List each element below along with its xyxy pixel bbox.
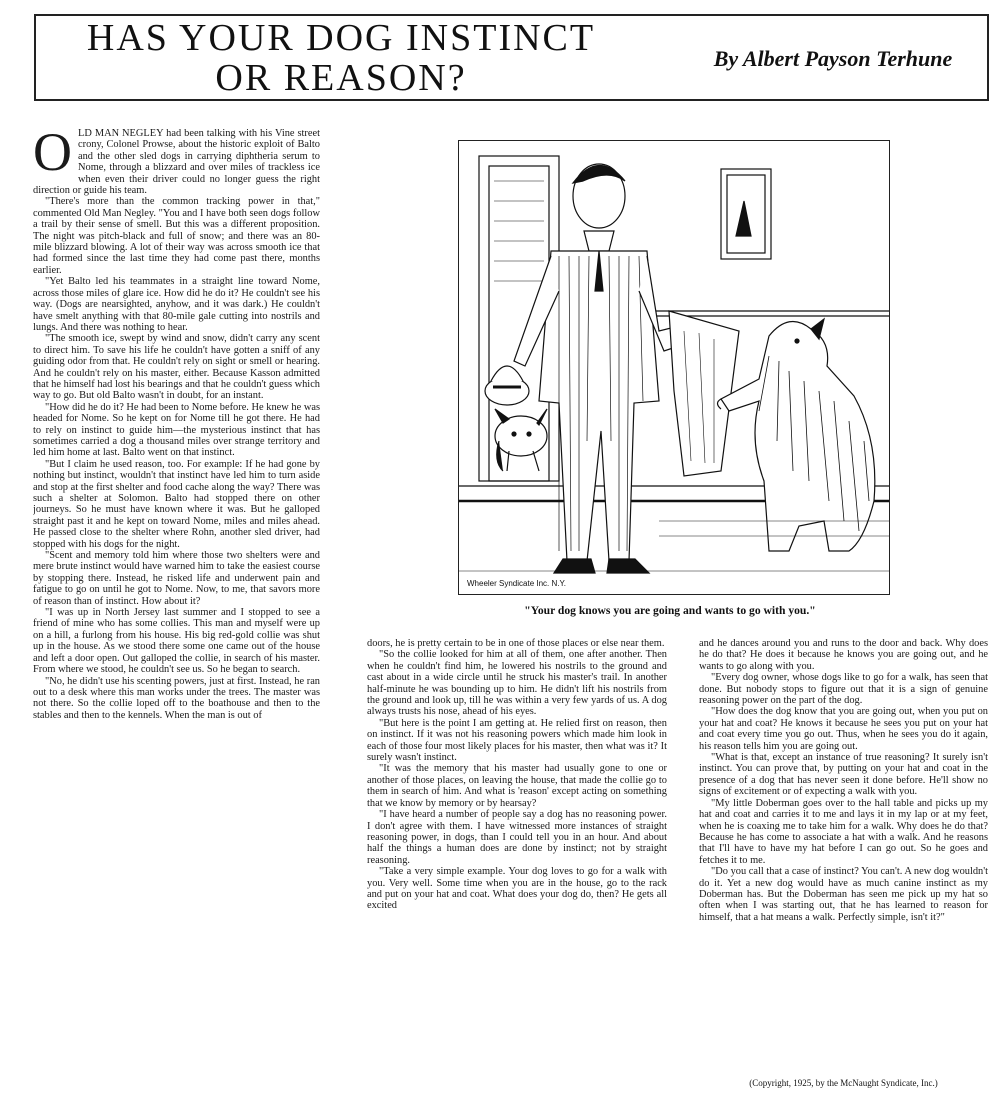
illustration-drawing-icon (459, 141, 889, 593)
paragraph: "I have heard a number of people say a dog has no reasoning power. I don't agree with them. I have witnessed more instances of straight reasoning power, in dogs, than I could tell you in an hour. And about half the things a human does are done by instinct; not by straight reasoning. (367, 809, 667, 866)
paragraph-text: LD MAN NEGLEY had been talking with his Vine street crony, Colonel Prowse, about the historic exploit of Balto and the other sled dogs in carrying diphtheria serum to Nome, through a blizzard and over miles of trackless ice when even their driver could no longer guess the right direction or guide his team. (33, 128, 320, 197)
paragraph: doors, he is pretty certain to be in one of those places or else near them. (367, 638, 665, 649)
paragraph: "What is that, except an instance of true reasoning? It surely isn't instinct. You can prove that, by putting on your hat and coat in the presence of a dog that has never seen it done before. He'll show no signs of excitement or of expecting a walk with you. (699, 752, 988, 798)
paragraph: "But I claim he used reason, too. For example: If he had gone by nothing but instinct, wouldn't that instinct have led him to turn aside and stop at the first shelter and food cache along the way? There was such a shelter at Solomon. Balto had stopped there on other journeys. So he must have known where it was. But he galloped straight past it and he kept on toward Nome, miles and miles ahead. He passed close to the shelter where Rohn, another sled driver, had stopped with his dogs for the night. (33, 458, 320, 550)
paragraph: "There's more than the common tracking power in that," commented Old Man Negley. "You and I have both seen dogs follow a trail by their sense of smell. But this was a different proposition. The night was pitch-black and full of snow; and there was an 80-mile blizzard blowing. A lot of their way was across smooth ice that had formed since the last time they had come past there, months earlier. (33, 196, 320, 276)
paragraph: "I was up in North Jersey last summer and I stopped to see a friend of mine who has some collies. This man and myself were up on a hill, a furlong from his house. His big red-gold collie was shut up in the house. As we stood there some one came out of the house and left a door open. Out galloped the collie, in search of his master. From where we stood, he couldn't see us. So he began to search. (33, 607, 320, 676)
paragraph: "Take a very simple example. Your dog loves to go for a walk with you. Very well. Some time when you are in the house, go to the rack and put on your hat and coat. What does your dog do, then? He gets all excited (367, 866, 667, 912)
paragraph: "So the collie looked for him at all of them, one after another. Then when he couldn't find him, he lowered his nostrils to the ground and cast about in a wide circle until he struck his master's trail. In another half-minute he was bounding up to him. He didn't lift his nostrils from the ground and look up, till he was within a very few yards of us. A dog always trusts his nose, ahead of his eyes. (367, 649, 667, 718)
headline (46, 18, 636, 98)
paragraph: "Yet Balto led his teammates in a straight line toward Nome, across those miles of glare ice. How did he do it? He couldn't see his way. (Dogs are nearsighted, anyhow, and it was dark.) He couldn't have smelt anything with that 80-mile gale cutting into nostrils and lungs. And there was nothing to hear. (33, 276, 320, 333)
paragraph: "Scent and memory told him where those two shelters were and mere brute instinct would have warned him to take the easiest course by stopping there. Instead, he risked life and underwent pain and fatigue to go on until he got to Nome. Now, to me, that savors more of reason than of instinct. How about it? (33, 550, 320, 607)
paragraph: "It was the memory that his master had usually gone to one or another of those places, on leaving the house, that made the collie go to them in search of him. And what is 'reason' except acting on something that we know by memory or by hearsay? (367, 763, 667, 809)
article-column-2 (367, 638, 667, 1038)
drop-cap: O (33, 128, 72, 182)
illustration (458, 140, 890, 595)
article-column-3 (699, 638, 988, 1083)
byline: By Albert Payson Terhune (713, 46, 953, 71)
paragraph: "How does the dog know that you are going out, when you put on your hat and coat? He knows it because he sees you put on your hat and coat every time you go out. Thus, when he sees you do it again, his reason tells him you are going out. (699, 706, 988, 752)
illustration-caption: "Your dog knows you are going and wants to go with you." (524, 604, 816, 617)
paragraph: "But here is the point I am getting at. He relied first on reason, then on instinct. If it was not his reasoning powers which made him look in each of those four most likely places for his master, then what was it? It surely wasn't instinct. (367, 717, 667, 764)
paragraph: "Do you call that a case of instinct? You can't. A new dog wouldn't do it. Yet a new dog would have as much canine instinct as my Doberman has. But the Doberman has seen me pick up my hat so often when I was starting out, that he has learned to reason for himself, that a hat means a walk. Perfectly simple, isn't it?" (699, 866, 988, 923)
paragraph: "How did he do it? He had been to Nome before. He knew he was headed for Nome. So he kept on for Nome till he got there. He had to rely on instinct to guide him—the mysterious instinct that has sometimes carried a dog a thousand miles over strange territory and led him home at last. Balto went on that instinct. (33, 401, 320, 459)
paragraph: and he dances around you and runs to the door and back. Why does he do that? He does it because he knows you are going out, and he wants to go along with you. (699, 638, 988, 672)
paragraph (33, 128, 320, 196)
headline-box (34, 14, 989, 101)
paragraph: "The smooth ice, swept by wind and snow, didn't carry any scent to direct him. To save his life he couldn't have gotten a sniff of any guiding odor from that. He couldn't rely on sight or smell or hearing. And he couldn't rely on his master, either. Because Kasson admitted that he himself had lost his bearings and that he couldn't guess which way to go. But old Balto wasn't in doubt, for an instant. (33, 333, 320, 402)
article-column-1 (33, 128, 320, 1093)
copyright-notice: (Copyright, 1925, by the McNaught Syndicate, Inc.) (749, 1078, 938, 1088)
paragraph: "Every dog owner, whose dogs like to go for a walk, has seen that done. But nobody stops to figure out that it is a sign of genuine reasoning power on the part of the dog. (699, 672, 988, 707)
headline-line-1: HAS YOUR DOG INSTINCT (86, 17, 596, 59)
artist-credit: Wheeler Syndicate Inc. N.Y. (467, 579, 567, 588)
headline-line-2: OR REASON? (215, 57, 467, 99)
paragraph: "My little Doberman goes over to the hall table and picks up my hat and coat and carries it to me and lays it in my lap or at my feet, when he is coaxing me to take him for a walk. Why does he do that? Because he has come to associate a hat with a walk. And he reasons that I'll have to have my hat before I can go out. So he goes and fetches it to me. (699, 797, 988, 866)
paragraph: "No, he didn't use his scenting powers, just at first. Instead, he ran out to a desk where this man works under the trees. The master was not there. So the collie loped off to the boathouse and then to the stables and then to the kennels. When the man is out of (33, 675, 320, 721)
